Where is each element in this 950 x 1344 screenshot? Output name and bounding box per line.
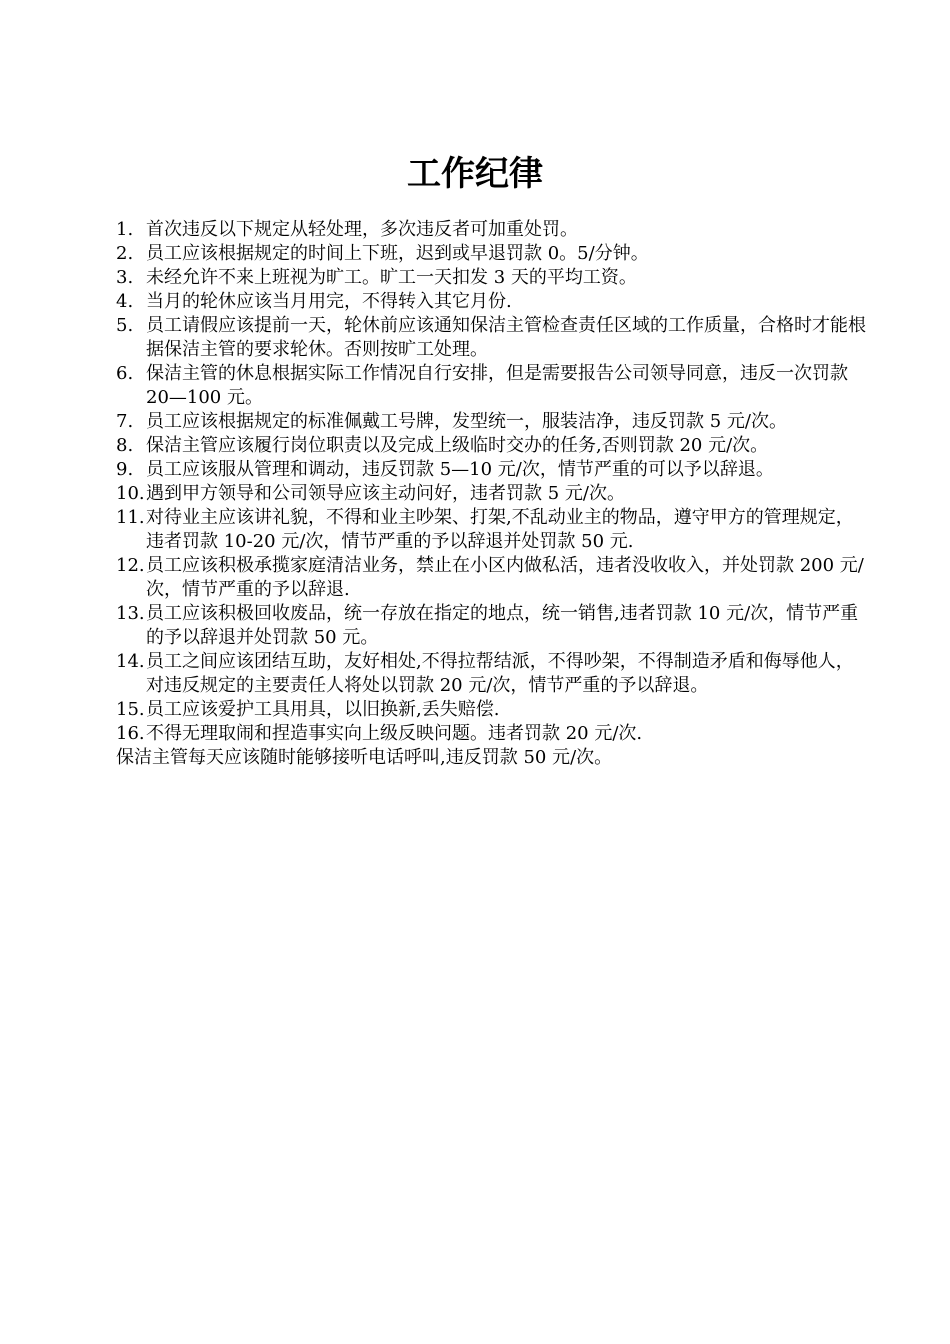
rule-number: 15. <box>116 699 145 720</box>
page-title: 工作纪律 <box>407 154 543 194</box>
rule-item-12 <box>116 554 866 602</box>
rule-item-8 <box>116 434 866 458</box>
rule-number: 10. <box>116 483 145 504</box>
rule-text-content: 遇到甲方领导和公司领导应该主动问好，违者罚款 5 元/次。 <box>146 483 625 504</box>
rule-text: 首次违反以下规定从轻处理，多次违反者可加重处罚。 <box>146 219 578 240</box>
rule-item-11 <box>116 506 866 554</box>
rule-text <box>106 602 866 650</box>
rule-text: 保洁主管应该履行岗位职责以及完成上级临时交办的任务,否则罚款 20 元/次。 <box>146 435 769 456</box>
rule-number: 12. <box>116 555 145 576</box>
rule-item-15 <box>116 698 866 722</box>
rule-item-13 <box>116 602 866 650</box>
rule-number: 3. <box>116 267 134 288</box>
rule-text: 员工应该服从管理和调动，违反罚款 5—10 元/次，情节严重的可以予以辞退。 <box>146 459 774 480</box>
closing-rule-text: 保洁主管每天应该随时能够接听电话呼叫,违反罚款 50 元/次。 <box>116 747 613 768</box>
rule-text: 保洁主管的休息根据实际工作情况自行安排，但是需要报告公司领导同意，违反一次罚款 20—100 元。 <box>146 363 848 408</box>
rule-text: 员工应该根据规定的时间上下班，迟到或早退罚款 0。5/分钟。 <box>146 243 649 264</box>
rule-item-4 <box>116 290 866 314</box>
rule-number: 2. <box>116 243 134 264</box>
rule-text: 员工应该根据规定的标准佩戴工号牌，发型统一，服装洁净，违反罚款 5 元/次。 <box>146 411 787 432</box>
rule-item-9 <box>116 458 866 482</box>
rule-number: 1. <box>116 219 134 240</box>
rule-number: 8. <box>116 435 134 456</box>
rule-text <box>106 506 866 554</box>
rule-text <box>106 650 866 698</box>
rule-item-14 <box>116 650 866 698</box>
rule-number: 16. <box>116 723 145 744</box>
rule-number: 5. <box>116 315 134 336</box>
rule-number: 14. <box>116 651 145 672</box>
rule-number: 13. <box>116 603 145 624</box>
rule-item-16 <box>116 722 866 746</box>
rule-text-content: 员工应该积极回收废品，统一存放在指定的地点，统一销售,违者罚款 10 元/次，情节严重的予以辞退并处罚款 50 元。 <box>146 603 859 648</box>
rule-item-7 <box>116 410 866 434</box>
rule-text-content: 员工应该积极承揽家庭清洁业务，禁止在小区内做私活，违者没收收入，并处罚款 200 元/次，情节严重的予以辞退. <box>146 555 864 600</box>
rule-text-content: 员工之间应该团结互助，友好相处,不得拉帮结派，不得吵架，不得制造矛盾和侮辱他人，对违反规定的主要责任人将处以罚款 20 元/次，情节严重的予以辞退。 <box>146 651 854 696</box>
rule-item-1 <box>116 218 866 242</box>
rule-text-content: 员工应该爱护工具用具，以旧换新,丢失赔偿. <box>146 699 500 720</box>
rule-text <box>106 554 866 602</box>
rule-item-6 <box>116 362 866 410</box>
rule-number: 11. <box>116 507 145 528</box>
rule-item-3 <box>116 266 866 290</box>
rule-item-10 <box>116 482 866 506</box>
rule-text: 未经允许不来上班视为旷工。旷工一天扣发 3 天的平均工资。 <box>146 267 637 288</box>
rules-list <box>116 218 866 746</box>
rule-number: 6. <box>116 363 134 384</box>
rule-text <box>106 722 866 746</box>
rule-item-5 <box>116 314 866 362</box>
rule-text <box>106 698 866 722</box>
rule-item-2 <box>116 242 866 266</box>
rule-text: 员工请假应该提前一天，轮休前应该通知保洁主管检查责任区域的工作质量，合格时才能根据保洁主管的要求轮休。否则按旷工处理。 <box>146 315 866 360</box>
rule-text: 当月的轮休应该当月用完，不得转入其它月份. <box>146 291 512 312</box>
rule-text-content: 对待业主应该讲礼貌，不得和业主吵架、打架,不乱动业主的物品，遵守甲方的管理规定，违者罚款 10-20 元/次，情节严重的予以辞退并处罚款 50 元. <box>146 507 854 552</box>
rule-number: 7. <box>116 411 134 432</box>
rule-text <box>106 482 866 506</box>
rule-text-content: 不得无理取闹和捏造事实向上级反映问题。违者罚款 20 元/次. <box>146 723 643 744</box>
rule-number: 9. <box>116 459 134 480</box>
rule-number: 4. <box>116 291 134 312</box>
